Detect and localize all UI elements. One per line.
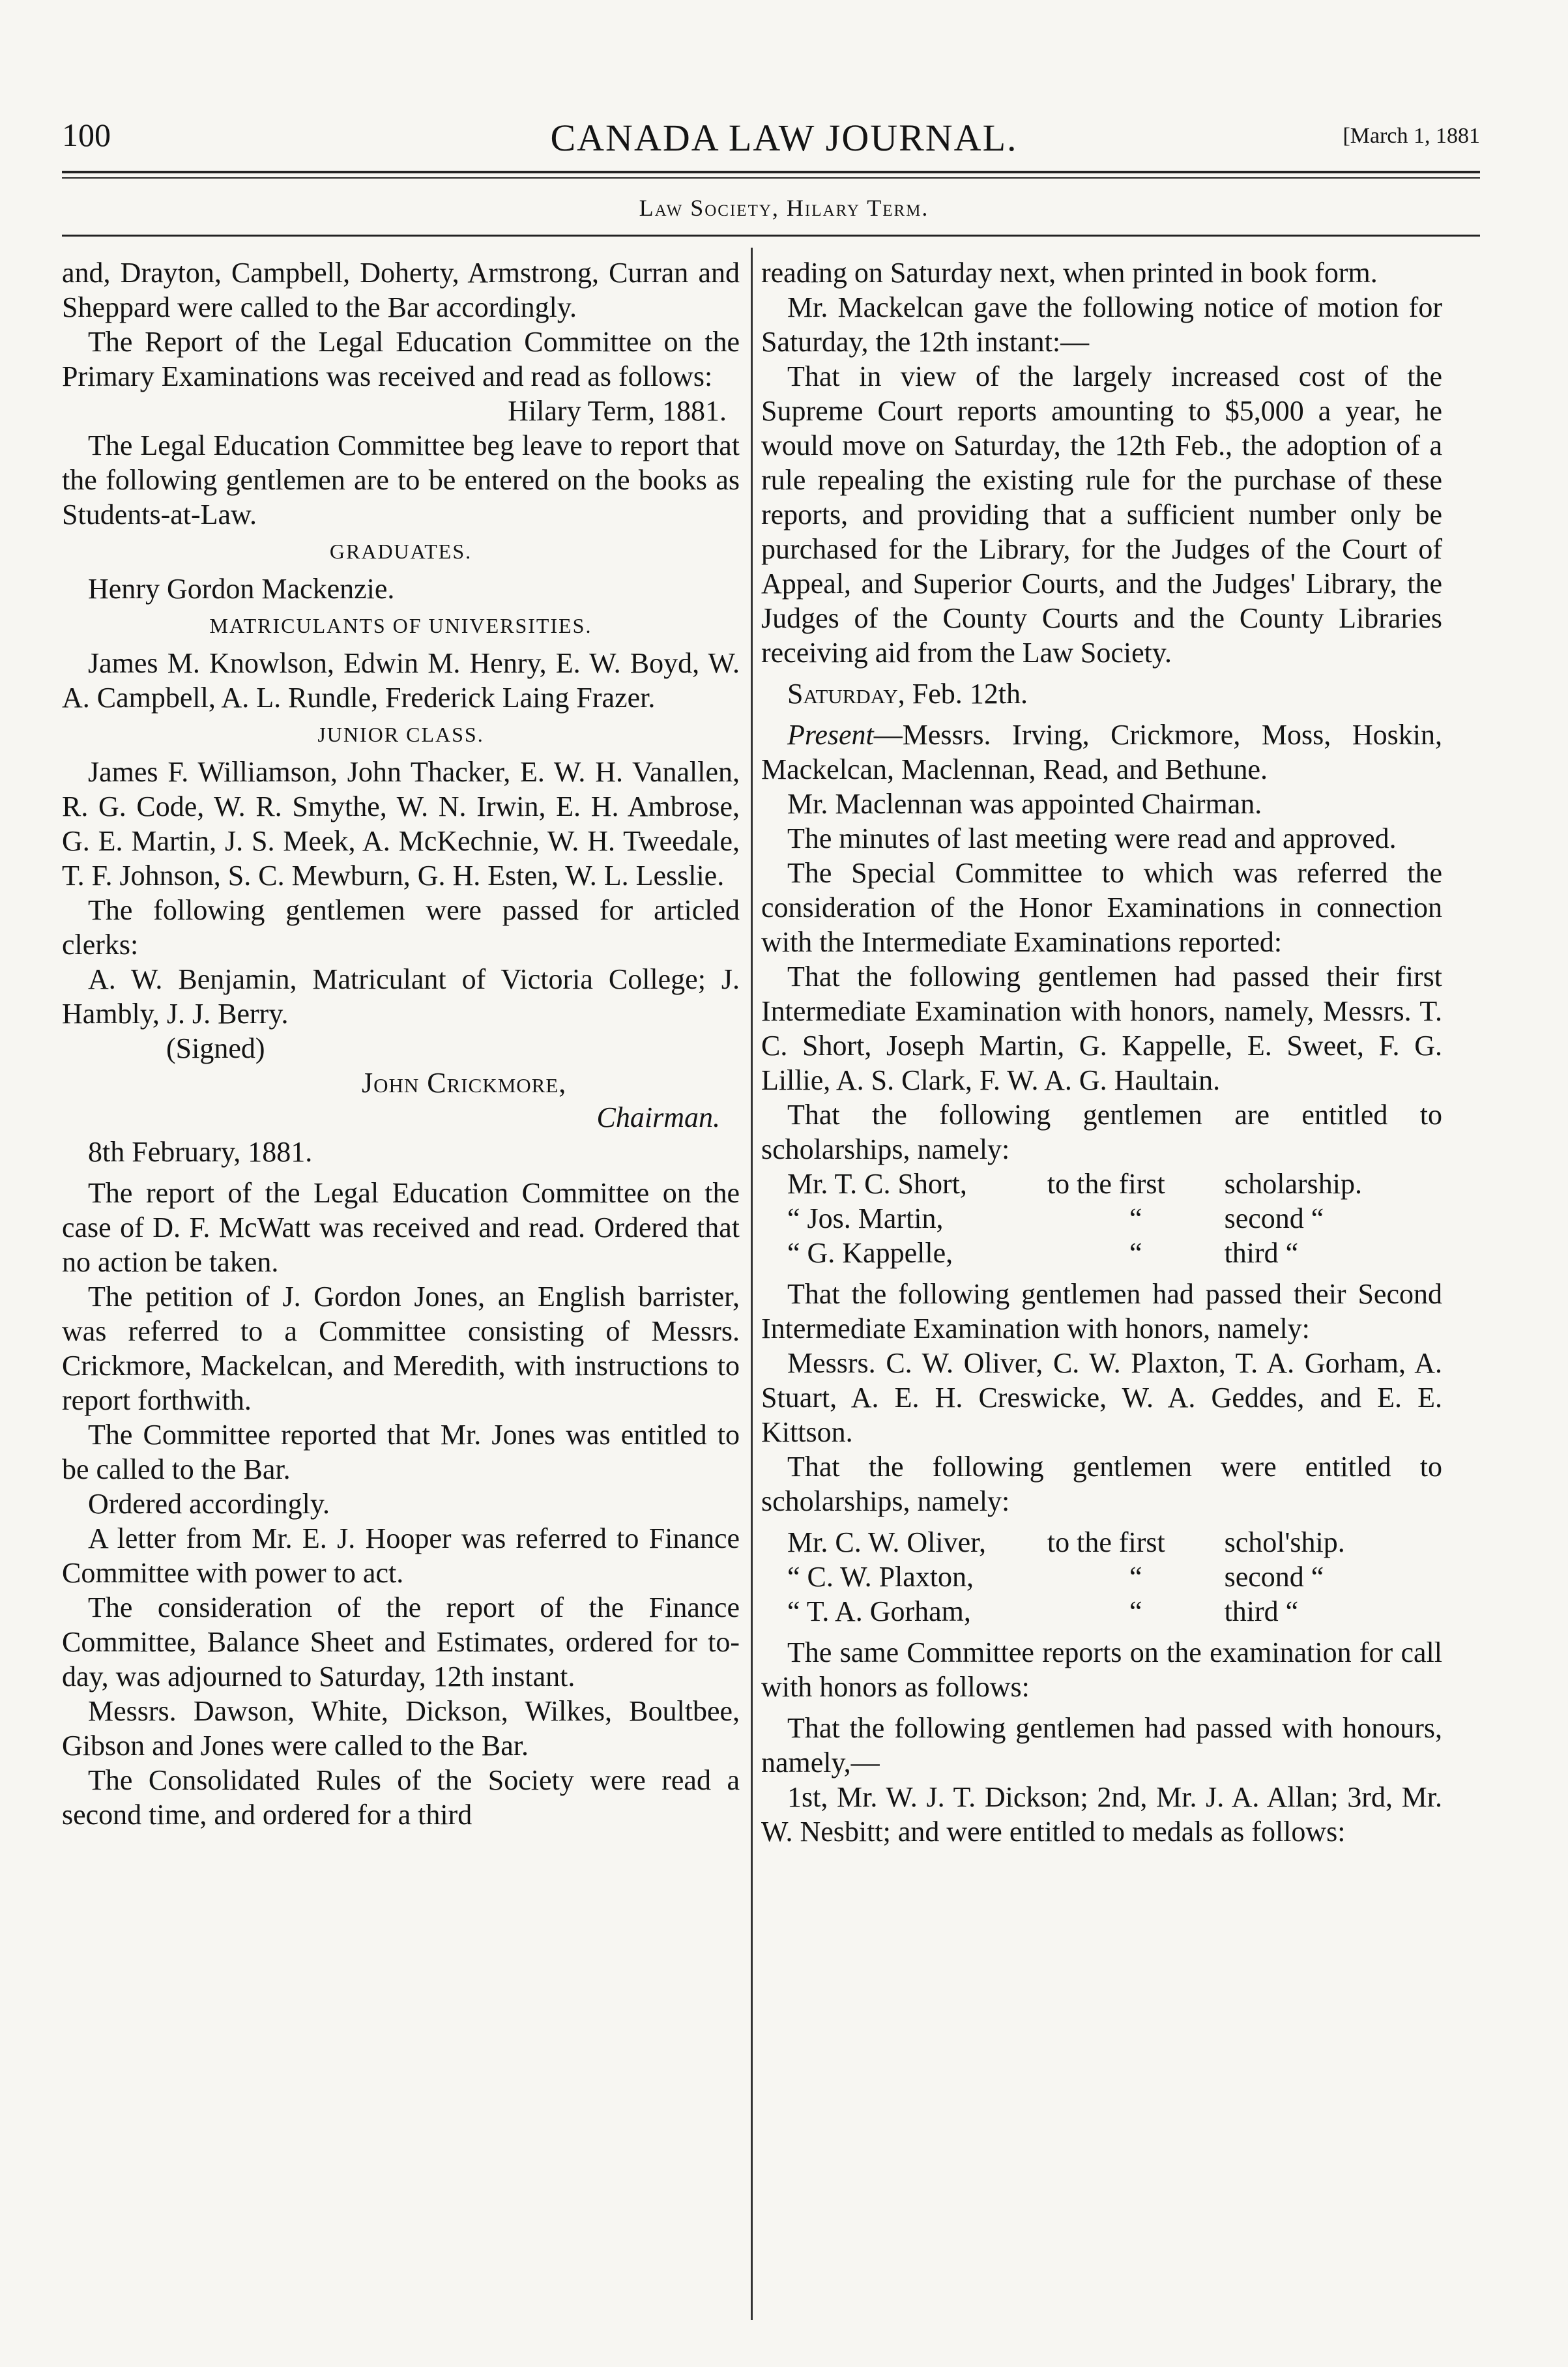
paragraph: That the following gentlemen are entitled to scholarships, namely: <box>761 1099 1442 1165</box>
scholarship-table-first <box>761 1167 1442 1270</box>
right-column <box>761 255 1442 1849</box>
paragraph: The following gentlemen were passed for articled clerks: <box>62 894 740 961</box>
matriculants-list: James M. Knowlson, Edwin M. Henry, E. W. Boyd, W. A. Campbell, A. L. Rundle, Frederick Laing Frazer. <box>62 647 740 714</box>
paragraph: The Report of the Legal Education Committee on the Primary Examinations was received and read as follows: <box>62 326 740 392</box>
header-rule-thin <box>62 177 1480 179</box>
table-cell: “ G. Kappelle, <box>787 1237 953 1269</box>
table-row <box>761 1167 1442 1201</box>
paragraph: The petition of J. Gordon Jones, an English barrister, was referred to a Committee consisting of Messrs. Crickmore, Mackelcan, and Meredith, with instructions to report forthwith. <box>62 1281 740 1416</box>
issue-date: [March 1, 1881 <box>1343 124 1480 148</box>
journal-title: CANADA LAW JOURNAL. <box>550 117 1018 159</box>
table-cell: “ Jos. Martin, <box>787 1202 944 1234</box>
signer-name: John Crickmore, <box>362 1067 567 1099</box>
section-rule <box>62 235 1480 237</box>
articled-clerks-list: A. W. Benjamin, Matriculant of Victoria College; J. Hambly, J. J. Berry. <box>62 963 740 1030</box>
paragraph: That the following gentlemen had passed their first Intermediate Examination with honors, namely, Messrs. T. C. Short, Joseph Martin, G. Kappelle, E. Sweet, F. G. Lillie, A. S. Clark, F. W. A. G. Haultain. <box>761 961 1442 1096</box>
table-cell: third “ <box>1224 1595 1299 1627</box>
table-cell: second “ <box>1224 1202 1324 1234</box>
present-names: —Messrs. Irving, Crickmore, Moss, Hoskin, Mackelcan, Maclennan, Read, and Bethune. <box>761 719 1442 785</box>
paragraph: The Special Committee to which was referred the consideration of the Honor Examinations in connection with the Intermediate Examinations reported: <box>761 857 1442 958</box>
paragraph: reading on Saturday next, when printed in book form. <box>761 257 1378 289</box>
table-row <box>761 1236 1442 1270</box>
paragraph: The Committee reported that Mr. Jones was entitled to be called to the Bar. <box>62 1419 740 1485</box>
paragraph: Mr. Maclennan was appointed Chairman. <box>787 788 1262 820</box>
table-row <box>761 1560 1442 1594</box>
present-label: Present <box>787 719 874 751</box>
graduates-list: Henry Gordon Mackenzie. <box>88 573 395 605</box>
table-cell: “ C. W. Plaxton, <box>787 1561 974 1593</box>
paragraph: A letter from Mr. E. J. Hooper was referred to Finance Committee with power to act. <box>62 1522 740 1589</box>
paragraph: That the following gentlemen were entitled to scholarships, namely: <box>761 1451 1442 1517</box>
paragraph: Ordered accordingly. <box>88 1488 330 1520</box>
report-date: Hilary Term, 1881. <box>508 395 727 427</box>
table-row <box>761 1594 1442 1629</box>
table-cell: Mr. C. W. Oliver, <box>787 1526 987 1558</box>
paragraph: Mr. Mackelcan gave the following notice of motion for Saturday, the 12th instant:— <box>761 291 1442 358</box>
table-cell: “ T. A. Gorham, <box>787 1595 971 1627</box>
paragraph: That the following gentlemen had passed their Second Intermediate Examination with honors, namely: <box>761 1278 1442 1344</box>
table-cell: scholarship. <box>1224 1168 1362 1200</box>
paragraph: and, Drayton, Campbell, Doherty, Armstrong, Curran and Sheppard were called to the Bar accordingly. <box>62 257 740 323</box>
table-cell: schol'ship. <box>1224 1526 1345 1558</box>
junior-list: James F. Williamson, John Thacker, E. W. H. Vanallen, R. G. Code, W. R. Smythe, W. N. Irwin, E. H. Ambrose, G. E. Martin, J. S. Meek, A. McKechnie, W. H. Tweedale, T. F. Johnson, S. C. Mewburn, G. H. Esten, W. L. Lesslie. <box>62 756 740 892</box>
paragraph: The minutes of last meeting were read and approved. <box>787 822 1397 854</box>
section-heading-junior: JUNIOR CLASS. <box>317 723 484 746</box>
meeting-date <box>761 676 1442 711</box>
meeting-day: Saturday <box>787 678 898 710</box>
paragraph: The report of the Legal Education Committee on the case of D. F. McWatt was received and read. Ordered that no action be taken. <box>62 1177 740 1278</box>
paragraph: That in view of the largely increased cost of the Supreme Court reports amounting to $5,000 a year, he would move on Saturday, the 12th Feb., the adoption of a rule repealing the existing rule for the purchase of these reports, and providing that a sufficient number only be purchased for the Library, for the Judges of the Court of Appeal, and Superior Courts, and the Judges' Library, the Judges of the County Courts and the County Libraries receiving aid from the Law Society. <box>761 360 1442 669</box>
paragraph: The Consolidated Rules of the Society were read a second time, and ordered for a third <box>62 1764 740 1831</box>
present-list <box>761 718 1442 787</box>
table-cell: to the first <box>1047 1526 1165 1558</box>
page-header <box>0 98 1568 169</box>
table-cell: “ <box>1129 1595 1142 1627</box>
table-cell: “ <box>1129 1202 1142 1234</box>
table-row <box>761 1201 1442 1236</box>
paragraph: The consideration of the report of the Finance Committee, Balance Sheet and Estimates, ordered for to-day, was adjourned to Saturday, 12th instant. <box>62 1591 740 1692</box>
paragraph: Messrs. Dawson, White, Dickson, Wilkes, Boultbee, Gibson and Jones were called to the Bar. <box>62 1695 740 1762</box>
signed-label: (Signed) <box>166 1032 265 1064</box>
table-cell: second “ <box>1224 1561 1324 1593</box>
paragraph: That the following gentlemen had passed with honours, namely,— <box>761 1712 1442 1779</box>
paragraph: The Legal Education Committee beg leave to report that the following gentlemen are to be entered on the books as Students-at-Law. <box>62 429 740 530</box>
table-cell: to the first <box>1047 1168 1165 1200</box>
paragraph: Messrs. C. W. Oliver, C. W. Plaxton, T. A. Gorham, A. Stuart, A. E. H. Creswicke, W. A. Geddes, and E. E. Kittson. <box>761 1347 1442 1448</box>
meeting-date-text: , Feb. 12th. <box>897 678 1028 710</box>
column-divider <box>751 248 753 2320</box>
table-cell: Mr. T. C. Short, <box>787 1168 967 1200</box>
signature-date: 8th February, 1881. <box>88 1136 313 1168</box>
section-heading-matriculants: MATRICULANTS OF UNIVERSITIES. <box>209 614 592 637</box>
table-cell: “ <box>1129 1561 1142 1593</box>
signer-title: Chairman. <box>596 1101 720 1133</box>
section-heading-graduates: GRADUATES. <box>329 540 472 563</box>
paragraph: The same Committee reports on the examination for call with honors as follows: <box>761 1636 1442 1703</box>
running-head: Law Society, Hilary Term. <box>639 195 929 221</box>
left-column <box>62 255 740 1832</box>
scholarship-table-second <box>761 1525 1442 1629</box>
paragraph: 1st, Mr. W. J. T. Dickson; 2nd, Mr. J. A. Allan; 3rd, Mr. W. Nesbitt; and were entitled to medals as follows: <box>761 1781 1442 1848</box>
table-cell: third “ <box>1224 1237 1299 1269</box>
table-row <box>761 1525 1442 1560</box>
page-number: 100 <box>62 117 111 153</box>
table-cell: “ <box>1129 1237 1142 1269</box>
header-rule <box>62 171 1480 173</box>
